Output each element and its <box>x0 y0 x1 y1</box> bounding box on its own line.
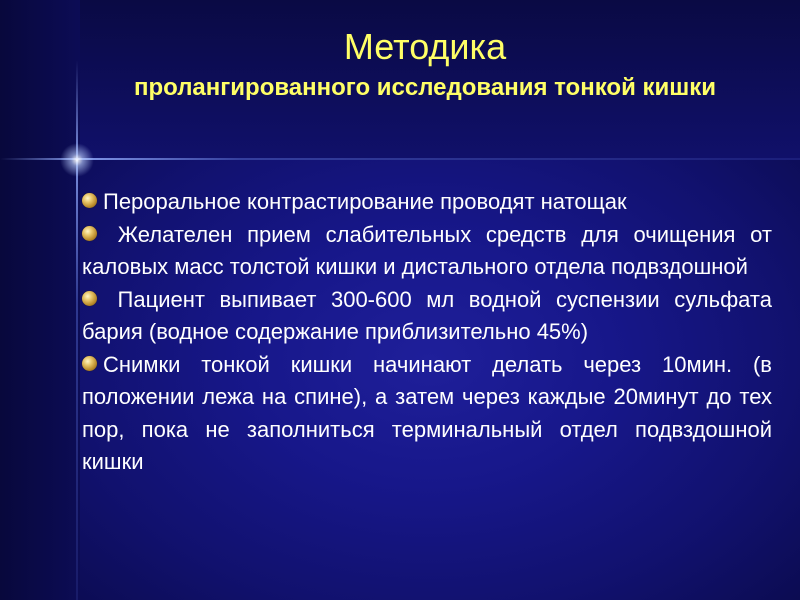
bullet-text-2: Желателен прием слабительных средств для очищения от каловых масс толстой кишки и дистального отдела подвздошной <box>82 221 772 279</box>
light-flare-decoration <box>60 143 94 177</box>
vertical-accent-line <box>76 60 78 600</box>
gold-orb-bullet-icon <box>82 291 97 306</box>
gold-orb-bullet-icon <box>82 226 97 241</box>
bullet-item-3 <box>82 284 772 349</box>
bullet-text-3: Пациент выпивает 300-600 мл водной суспензии сульфата бария (водное содержание приблизительно 45%) <box>82 286 772 344</box>
bullet-item-2 <box>82 219 772 284</box>
bullet-list <box>82 186 772 479</box>
horizontal-accent-line <box>0 158 800 160</box>
slide-title-block <box>90 24 760 104</box>
gold-orb-bullet-icon <box>82 356 97 371</box>
left-decor-band <box>0 0 80 600</box>
slide-subtitle: пролангированного исследования тонкой кишки <box>133 74 717 101</box>
bullet-item-4 <box>82 349 772 479</box>
bullet-item-1 <box>82 186 772 219</box>
slide-title: Методика <box>343 26 507 67</box>
bullet-text-1: Пероральное контрастирование проводят натощак <box>103 189 627 214</box>
bullet-text-4: Снимки тонкой кишки начинают делать через 10мин. (в положении лежа на спине), а затем через каждые 20минут до тех пор, пока не заполниться терминальный отдел подвздошной кишки <box>82 351 772 474</box>
gold-orb-bullet-icon <box>82 193 97 208</box>
